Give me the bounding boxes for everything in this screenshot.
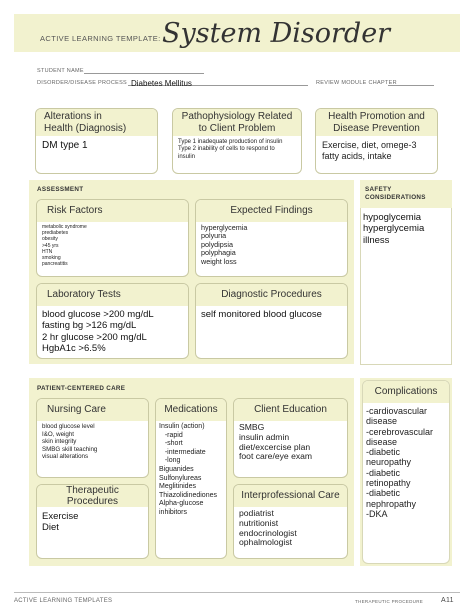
alterations-card: [35, 108, 158, 174]
client-education-card: [233, 398, 348, 478]
list-item: HTN: [42, 248, 53, 255]
risk-factors-list: [37, 222, 188, 269]
laboratory-tests-title: Laboratory Tests: [37, 284, 188, 306]
health-promotion-body: Exercise, diet, omege-3 fatty acids, intake: [322, 140, 417, 161]
risk-factors-title: Risk Factors: [37, 200, 188, 222]
list-item: Alpha-glucose: [159, 500, 204, 508]
laboratory-tests-card: [36, 283, 189, 359]
list-item: blood glucose level: [42, 423, 95, 430]
list-item: hyperglycemia: [363, 223, 425, 235]
list-item: fasting bg >126 mg/dL: [42, 320, 137, 332]
disorder-value: Diabetes Mellitus: [131, 79, 192, 88]
list-item: nephropathy: [366, 498, 417, 509]
footer-left: ACTIVE LEARNING TEMPLATES: [14, 598, 113, 604]
review-chapter-field[interactable]: [388, 77, 434, 86]
therapeutic-procedures-title: Therapeutic Procedures: [37, 485, 148, 507]
list-item: prediabetes: [42, 230, 69, 237]
list-item: foot care/eye exam: [239, 451, 313, 462]
list-item: hyperglycemia: [201, 223, 248, 232]
list-item: SMBG: [239, 422, 265, 432]
footer-page: A11: [441, 597, 454, 604]
list-item: Thiazolidinediones: [159, 491, 217, 499]
list-item: nutritionist: [239, 517, 279, 528]
alterations-body: DM type 1: [42, 140, 88, 151]
list-item: neuropathy: [366, 457, 412, 468]
pathophysiology-body: Type 1 inadequate production of insulin Type 2 inability of cells to respond to insulin: [178, 139, 283, 160]
list-item: Meglitinides: [159, 483, 196, 491]
footer-divider: [14, 592, 460, 593]
footer-right-label: THERAPEUTIC PROCEDURE: [355, 599, 424, 604]
list-item: -DKA: [366, 508, 388, 519]
list-item: -diabetic: [366, 447, 401, 458]
client-education-list: [234, 421, 347, 464]
list-item: SMBG skill teaching: [42, 445, 98, 453]
list-item: -cardiovascular: [366, 406, 428, 416]
interprofessional-care-card: [233, 484, 348, 559]
list-item: endocrinologist: [239, 527, 297, 538]
list-item: weight loss: [201, 256, 237, 266]
list-item: -cerebrovascular: [366, 426, 434, 437]
alterations-title: Alterations in Health (Diagnosis): [36, 109, 157, 136]
list-item: -long: [159, 457, 181, 465]
complications-card: [362, 380, 450, 564]
safety-list: [363, 212, 424, 246]
list-item: visual alterations: [42, 453, 89, 461]
list-item: Insulin (action): [159, 423, 205, 430]
diagnostic-procedures-card: [195, 283, 348, 359]
pathophysiology-title: Pathophysiology Related to Client Problem: [173, 109, 301, 136]
list-item: illness: [363, 234, 390, 246]
nursing-care-card: [36, 398, 149, 478]
list-item: obesity: [42, 236, 58, 243]
disorder-field[interactable]: [128, 75, 308, 86]
student-name-label: STUDENT NAME: [37, 68, 84, 74]
list-item: insulin admin: [239, 431, 290, 442]
list-item: pancreatitis: [42, 261, 68, 268]
list-item: polyphagia: [201, 248, 236, 258]
list-item: Diet: [42, 522, 59, 534]
list-item: Sulfonylureas: [159, 474, 202, 482]
diagnostic-procedures-list: [196, 306, 347, 323]
page-title: System Disorder: [162, 18, 391, 49]
list-item: >45 yrs: [42, 242, 59, 249]
patient-care-label: PATIENT-CENTERED CARE: [37, 385, 126, 392]
assessment-label: ASSESSMENT: [37, 186, 84, 193]
medications-card: [155, 398, 227, 559]
risk-factors-card: [36, 199, 189, 277]
list-item: polydipsia: [201, 239, 233, 249]
list-item: Exercise: [42, 511, 79, 522]
list-item: diet/excercise plan: [239, 441, 311, 452]
list-item: disease: [366, 416, 398, 427]
medications-title: Medications: [156, 399, 226, 421]
interprofessional-care-list: [234, 507, 347, 550]
list-item: blood glucose >200 mg/dL: [42, 309, 154, 320]
health-promotion-card: [315, 108, 438, 174]
health-promotion-title: Health Promotion and Disease Prevention: [316, 109, 437, 136]
expected-findings-list: [196, 222, 347, 268]
list-item: disease: [366, 436, 398, 447]
list-item: smoking: [42, 255, 61, 262]
review-chapter-label: REVIEW MODULE CHAPTER: [316, 80, 397, 86]
complications-title: Complications: [363, 381, 449, 403]
therapeutic-procedures-card: [36, 484, 149, 559]
diagnostic-procedures-title: Diagnostic Procedures: [196, 284, 347, 306]
list-item: inhibitors: [159, 508, 188, 516]
template-label: ACTIVE LEARNING TEMPLATE:: [40, 34, 161, 43]
safety-label: SAFETY CONSIDERATIONS: [365, 186, 426, 201]
list-item: 2 hr glucose >200 mg/dL: [42, 331, 147, 343]
list-item: -diabetic: [366, 467, 401, 478]
list-item: podiatrist: [239, 508, 274, 518]
list-item: HgbA1c >6.5%: [42, 343, 106, 355]
disorder-label: DISORDER/DISEASE PROCESS: [37, 80, 128, 86]
list-item: -rapid: [159, 431, 183, 439]
therapeutic-procedures-list: [37, 507, 148, 538]
list-item: -intermediate: [159, 448, 206, 456]
list-item: metabolic syndrome: [42, 224, 87, 230]
list-item: -short: [159, 440, 183, 448]
expected-findings-card: [195, 199, 348, 277]
list-item: ophalmologist: [239, 537, 293, 548]
expected-findings-title: Expected Findings: [196, 200, 347, 222]
list-item: I&O, weight: [42, 430, 74, 438]
list-item: self monitored blood glucose: [201, 309, 322, 320]
list-item: Biguanides: [159, 465, 194, 473]
student-name-field[interactable]: [84, 66, 204, 74]
medications-list: [156, 421, 226, 520]
list-item: hypoglycemia: [363, 212, 422, 223]
list-item: -diabetic: [366, 488, 401, 499]
laboratory-tests-list: [37, 306, 188, 358]
list-item: skin integrity: [42, 438, 77, 446]
complications-list: [363, 403, 449, 522]
pathophysiology-card: [172, 108, 302, 174]
nursing-care-title: Nursing Care: [37, 399, 148, 421]
interprofessional-care-title: Interprofessional Care: [234, 485, 347, 507]
list-item: retinopathy: [366, 478, 411, 489]
list-item: polyuria: [201, 231, 227, 241]
nursing-care-list: [37, 421, 148, 463]
client-education-title: Client Education: [234, 399, 347, 421]
